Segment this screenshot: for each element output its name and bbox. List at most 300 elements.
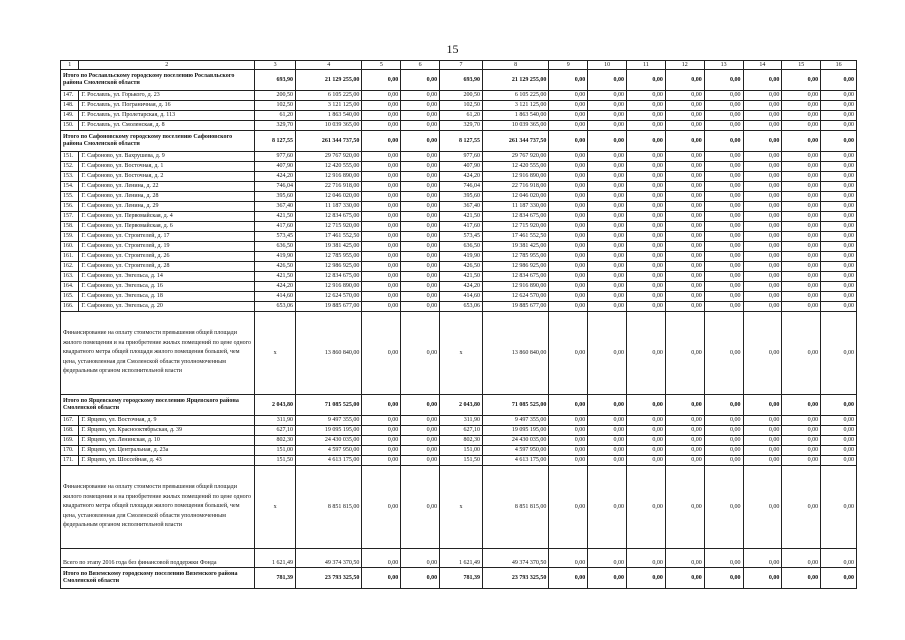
value-cell: 0,00 bbox=[549, 436, 588, 446]
value-cell: 329,70 bbox=[440, 121, 483, 131]
value-cell: 12 834 675,00 bbox=[482, 212, 548, 222]
value-cell: 0,00 bbox=[821, 232, 857, 242]
value-cell: 1 863 540,00 bbox=[296, 111, 362, 121]
address-cell: Г. Рославль, ул. Пролетарская, д. 113 bbox=[79, 111, 255, 121]
value-cell: 0,00 bbox=[627, 252, 666, 262]
address-cell: Г. Сафоново, ул. Строителей, д. 17 bbox=[79, 232, 255, 242]
address-cell: Г. Сафоново, ул. Ленина, д. 28 bbox=[79, 192, 255, 202]
value-cell: 0,00 bbox=[588, 568, 627, 589]
value-cell: 0,00 bbox=[821, 202, 857, 212]
value-cell: 0,00 bbox=[627, 101, 666, 111]
subtotal-row bbox=[61, 395, 857, 416]
value-cell: 0,00 bbox=[588, 192, 627, 202]
row-number: 167. bbox=[61, 416, 79, 426]
value-cell: 0,00 bbox=[782, 312, 821, 395]
value-cell: 0,00 bbox=[821, 416, 857, 426]
value-cell: 0,00 bbox=[821, 549, 857, 568]
value-cell: 653,06 bbox=[255, 302, 296, 312]
value-cell: 407,90 bbox=[255, 162, 296, 172]
value-cell: 0,00 bbox=[362, 192, 401, 202]
address-cell: Г. Ярцево, ул. Краснооктябрьская, д. 39 bbox=[79, 426, 255, 436]
value-cell: 0,00 bbox=[782, 212, 821, 222]
value-cell: 0,00 bbox=[782, 466, 821, 549]
value-cell: 0,00 bbox=[362, 456, 401, 466]
value-cell: 0,00 bbox=[627, 292, 666, 302]
value-cell: 0,00 bbox=[665, 426, 704, 436]
value-cell: 0,00 bbox=[627, 111, 666, 121]
value-cell: 4 597 950,00 bbox=[482, 446, 548, 456]
value-cell: 0,00 bbox=[821, 272, 857, 282]
column-header: 5 bbox=[362, 61, 401, 70]
value-cell: 0,00 bbox=[782, 436, 821, 446]
value-cell: 424,20 bbox=[440, 282, 483, 292]
value-cell: 0,00 bbox=[704, 252, 743, 262]
value-cell: 636,50 bbox=[255, 242, 296, 252]
value-cell: 21 129 255,00 bbox=[482, 70, 548, 91]
value-cell: 0,00 bbox=[665, 549, 704, 568]
value-cell: 0,00 bbox=[821, 172, 857, 182]
value-cell: 0,00 bbox=[627, 242, 666, 252]
table-row bbox=[61, 456, 857, 466]
address-cell: Г. Сафоново, ул. Ленина, д. 22 bbox=[79, 182, 255, 192]
value-cell: 0,00 bbox=[401, 182, 440, 192]
value-cell: 61,20 bbox=[255, 111, 296, 121]
value-cell: 2 043,80 bbox=[440, 395, 483, 416]
value-cell: 0,00 bbox=[549, 416, 588, 426]
value-cell: 2 043,80 bbox=[255, 395, 296, 416]
value-cell: 23 793 325,50 bbox=[296, 568, 362, 589]
table-row bbox=[61, 152, 857, 162]
table-row bbox=[61, 121, 857, 131]
value-cell: 0,00 bbox=[588, 262, 627, 272]
value-cell: 0,00 bbox=[704, 101, 743, 111]
value-cell: 0,00 bbox=[401, 242, 440, 252]
value-cell: 0,00 bbox=[627, 222, 666, 232]
value-cell: 395,60 bbox=[440, 192, 483, 202]
value-cell: 0,00 bbox=[401, 212, 440, 222]
table-row bbox=[61, 446, 857, 456]
value-cell: 0,00 bbox=[743, 282, 782, 292]
page-number: 15 bbox=[446, 42, 459, 56]
value-cell: 12 834 675,00 bbox=[482, 272, 548, 282]
value-cell: 573,45 bbox=[255, 232, 296, 242]
column-header: 3 bbox=[255, 61, 296, 70]
value-cell: 261 344 737,50 bbox=[482, 131, 548, 152]
value-cell: 0,00 bbox=[782, 152, 821, 162]
table-row bbox=[61, 232, 857, 242]
value-cell: 0,00 bbox=[743, 262, 782, 272]
value-cell: 49 374 370,50 bbox=[482, 549, 548, 568]
value-cell: 10 039 365,00 bbox=[296, 121, 362, 131]
value-cell: 12 916 890,00 bbox=[296, 172, 362, 182]
value-cell: 0,00 bbox=[782, 242, 821, 252]
value-cell: 0,00 bbox=[401, 395, 440, 416]
value-cell: 0,00 bbox=[627, 152, 666, 162]
value-cell: 627,10 bbox=[440, 426, 483, 436]
value-cell: 0,00 bbox=[782, 426, 821, 436]
address-cell: Г. Сафоново, ул. Строителей, д. 28 bbox=[79, 262, 255, 272]
subtotal-row bbox=[61, 568, 857, 589]
value-cell: 0,00 bbox=[627, 426, 666, 436]
value-cell: 0,00 bbox=[704, 549, 743, 568]
subtotal-label: Итого по Вяземскому городскому поселению Вяземского района Смоленской области bbox=[61, 568, 255, 589]
value-cell: 0,00 bbox=[549, 302, 588, 312]
row-number: 161. bbox=[61, 252, 79, 262]
value-cell: 23 793 325,50 bbox=[482, 568, 548, 589]
value-cell: 0,00 bbox=[549, 272, 588, 282]
value-cell: 0,00 bbox=[704, 242, 743, 252]
value-cell: 8 127,55 bbox=[440, 131, 483, 152]
value-cell: 0,00 bbox=[665, 101, 704, 111]
value-cell: 0,00 bbox=[549, 252, 588, 262]
table-row bbox=[61, 252, 857, 262]
row-number: 159. bbox=[61, 232, 79, 242]
value-cell: 0,00 bbox=[782, 292, 821, 302]
value-cell: 367,40 bbox=[440, 202, 483, 212]
value-cell: 0,00 bbox=[665, 212, 704, 222]
value-cell: 0,00 bbox=[588, 395, 627, 416]
value-cell: 261 344 737,50 bbox=[296, 131, 362, 152]
value-cell: 802,30 bbox=[255, 436, 296, 446]
row-number: 160. bbox=[61, 242, 79, 252]
value-cell: 0,00 bbox=[782, 70, 821, 91]
value-cell: 0,00 bbox=[627, 70, 666, 91]
value-cell: 0,00 bbox=[665, 121, 704, 131]
value-cell: 0,00 bbox=[821, 91, 857, 101]
value-cell: 0,00 bbox=[743, 202, 782, 212]
value-cell: 0,00 bbox=[627, 172, 666, 182]
subtotal-label: Итого по Рославльскому городскому поселению Рославльского района Смоленской области bbox=[61, 70, 255, 91]
value-cell: 0,00 bbox=[665, 232, 704, 242]
column-header: 16 bbox=[821, 61, 857, 70]
row-number: 153. bbox=[61, 172, 79, 182]
value-cell: 8 851 815,00 bbox=[482, 466, 548, 549]
value-cell: 0,00 bbox=[588, 182, 627, 192]
value-cell: 421,50 bbox=[255, 272, 296, 282]
value-cell: 0,00 bbox=[704, 292, 743, 302]
value-cell: 419,90 bbox=[255, 252, 296, 262]
value-cell: 0,00 bbox=[821, 121, 857, 131]
value-cell: 0,00 bbox=[782, 222, 821, 232]
value-cell: 0,00 bbox=[362, 302, 401, 312]
value-cell: 0,00 bbox=[821, 222, 857, 232]
value-cell: 0,00 bbox=[549, 192, 588, 202]
value-cell: 19 095 195,00 bbox=[482, 426, 548, 436]
value-cell: 0,00 bbox=[665, 466, 704, 549]
value-cell: 0,00 bbox=[588, 446, 627, 456]
value-cell: 0,00 bbox=[782, 91, 821, 101]
value-cell: 0,00 bbox=[743, 252, 782, 262]
value-cell: 4 597 950,00 bbox=[296, 446, 362, 456]
row-number: 165. bbox=[61, 292, 79, 302]
value-cell: 417,60 bbox=[255, 222, 296, 232]
value-cell: 0,00 bbox=[743, 131, 782, 152]
value-cell: 0,00 bbox=[821, 436, 857, 446]
value-cell: 0,00 bbox=[821, 395, 857, 416]
value-cell: 0,00 bbox=[401, 152, 440, 162]
value-cell: 0,00 bbox=[549, 172, 588, 182]
value-cell: 0,00 bbox=[743, 91, 782, 101]
value-cell: 0,00 bbox=[782, 282, 821, 292]
value-cell: 0,00 bbox=[588, 282, 627, 292]
value-cell: 0,00 bbox=[782, 121, 821, 131]
value-cell: 0,00 bbox=[665, 222, 704, 232]
value-cell: 0,00 bbox=[665, 202, 704, 212]
value-cell: 29 767 920,00 bbox=[296, 152, 362, 162]
value-cell: 0,00 bbox=[401, 466, 440, 549]
value-cell: 0,00 bbox=[782, 111, 821, 121]
address-cell: Г. Рославль, ул. Пограничная, д. 16 bbox=[79, 101, 255, 111]
value-cell: 0,00 bbox=[743, 242, 782, 252]
value-cell: 0,00 bbox=[627, 436, 666, 446]
value-cell: 4 613 175,00 bbox=[482, 456, 548, 466]
address-cell: Г. Сафоново, ул. Строителей, д. 19 bbox=[79, 242, 255, 252]
value-cell: 1 621,49 bbox=[255, 549, 296, 568]
value-cell: 13 860 840,00 bbox=[296, 312, 362, 395]
value-cell: 407,90 bbox=[440, 162, 483, 172]
value-cell: 0,00 bbox=[627, 395, 666, 416]
value-cell: 0,00 bbox=[627, 549, 666, 568]
value-cell: 0,00 bbox=[665, 192, 704, 202]
financing-row bbox=[61, 312, 857, 395]
value-cell: 0,00 bbox=[782, 568, 821, 589]
table-row bbox=[61, 222, 857, 232]
table-row bbox=[61, 162, 857, 172]
address-cell: Г. Сафоново, ул. Строителей, д. 26 bbox=[79, 252, 255, 262]
value-cell: 0,00 bbox=[704, 436, 743, 446]
value-cell: 0,00 bbox=[588, 101, 627, 111]
value-cell: 781,39 bbox=[440, 568, 483, 589]
value-cell: 0,00 bbox=[665, 131, 704, 152]
value-cell: 200,50 bbox=[440, 91, 483, 101]
value-cell: 0,00 bbox=[821, 568, 857, 589]
value-cell: 0,00 bbox=[588, 456, 627, 466]
stage-total-row bbox=[61, 549, 857, 568]
value-cell: 0,00 bbox=[782, 262, 821, 272]
value-cell: 0,00 bbox=[627, 466, 666, 549]
value-cell: 0,00 bbox=[588, 222, 627, 232]
value-cell: 24 430 035,00 bbox=[482, 436, 548, 446]
value-cell: 12 916 890,00 bbox=[482, 172, 548, 182]
value-cell: 0,00 bbox=[782, 302, 821, 312]
value-cell: 0,00 bbox=[627, 162, 666, 172]
value-cell: 0,00 bbox=[401, 416, 440, 426]
value-cell: 12 834 675,00 bbox=[296, 272, 362, 282]
value-cell: 0,00 bbox=[588, 312, 627, 395]
address-cell: Г. Сафоново, ул. Вахрушева, д. 9 bbox=[79, 152, 255, 162]
value-cell: 0,00 bbox=[401, 202, 440, 212]
value-cell: 0,00 bbox=[782, 416, 821, 426]
value-cell: 636,50 bbox=[440, 242, 483, 252]
value-cell: 0,00 bbox=[743, 436, 782, 446]
value-cell: 12 715 920,00 bbox=[296, 222, 362, 232]
value-cell: 0,00 bbox=[401, 426, 440, 436]
value-cell: 0,00 bbox=[743, 182, 782, 192]
value-cell: 0,00 bbox=[665, 162, 704, 172]
value-cell: 0,00 bbox=[549, 131, 588, 152]
value-cell: 0,00 bbox=[588, 242, 627, 252]
value-cell: 0,00 bbox=[549, 222, 588, 232]
value-cell: 0,00 bbox=[549, 182, 588, 192]
value-cell: 0,00 bbox=[401, 91, 440, 101]
value-cell: 0,00 bbox=[665, 152, 704, 162]
value-cell: 395,60 bbox=[255, 192, 296, 202]
value-cell: 693,90 bbox=[255, 70, 296, 91]
value-cell: 0,00 bbox=[704, 456, 743, 466]
housing-program-table bbox=[60, 60, 857, 589]
value-cell: 3 121 125,00 bbox=[296, 101, 362, 111]
value-cell: 0,00 bbox=[821, 70, 857, 91]
value-cell: 0,00 bbox=[704, 222, 743, 232]
value-cell: 311,90 bbox=[255, 416, 296, 426]
value-cell: 0,00 bbox=[665, 456, 704, 466]
value-cell: 19 381 425,00 bbox=[296, 242, 362, 252]
row-number: 154. bbox=[61, 182, 79, 192]
value-cell: 0,00 bbox=[743, 416, 782, 426]
value-cell: 0,00 bbox=[704, 70, 743, 91]
value-cell: 0,00 bbox=[627, 262, 666, 272]
value-cell: 0,00 bbox=[743, 466, 782, 549]
value-cell: 12 916 890,00 bbox=[482, 282, 548, 292]
value-cell: 0,00 bbox=[782, 395, 821, 416]
value-cell: 49 374 370,50 bbox=[296, 549, 362, 568]
value-cell: 424,20 bbox=[255, 282, 296, 292]
value-cell: 0,00 bbox=[704, 152, 743, 162]
row-number: 148. bbox=[61, 101, 79, 111]
value-cell: 9 497 355,00 bbox=[296, 416, 362, 426]
value-cell: 0,00 bbox=[362, 549, 401, 568]
table-row bbox=[61, 192, 857, 202]
value-cell: 0,00 bbox=[549, 312, 588, 395]
value-cell: 0,00 bbox=[704, 466, 743, 549]
value-cell: 0,00 bbox=[362, 101, 401, 111]
value-cell: 0,00 bbox=[549, 242, 588, 252]
value-cell: 0,00 bbox=[588, 202, 627, 212]
value-cell: 421,50 bbox=[440, 272, 483, 282]
value-cell: 0,00 bbox=[704, 395, 743, 416]
value-cell: 151,50 bbox=[255, 456, 296, 466]
value-cell: 0,00 bbox=[665, 302, 704, 312]
value-cell: 0,00 bbox=[821, 212, 857, 222]
value-cell: 0,00 bbox=[704, 262, 743, 272]
column-header: 6 bbox=[401, 61, 440, 70]
value-cell: 0,00 bbox=[549, 202, 588, 212]
value-cell: x bbox=[440, 312, 483, 395]
value-cell: 0,00 bbox=[704, 131, 743, 152]
value-cell: 200,50 bbox=[255, 91, 296, 101]
value-cell: 0,00 bbox=[588, 121, 627, 131]
value-cell: 0,00 bbox=[743, 70, 782, 91]
value-cell: 1 863 540,00 bbox=[482, 111, 548, 121]
value-cell: 977,60 bbox=[440, 152, 483, 162]
value-cell: 0,00 bbox=[401, 436, 440, 446]
value-cell: 0,00 bbox=[704, 272, 743, 282]
row-number: 150. bbox=[61, 121, 79, 131]
value-cell: 414,60 bbox=[255, 292, 296, 302]
value-cell: 0,00 bbox=[821, 182, 857, 192]
value-cell: 417,60 bbox=[440, 222, 483, 232]
value-cell: 0,00 bbox=[821, 101, 857, 111]
value-cell: 0,00 bbox=[782, 101, 821, 111]
value-cell: 0,00 bbox=[549, 282, 588, 292]
value-cell: 0,00 bbox=[362, 162, 401, 172]
row-number: 164. bbox=[61, 282, 79, 292]
value-cell: 12 986 925,00 bbox=[482, 262, 548, 272]
value-cell: 0,00 bbox=[362, 91, 401, 101]
value-cell: 414,60 bbox=[440, 292, 483, 302]
table-row bbox=[61, 292, 857, 302]
value-cell: 0,00 bbox=[627, 182, 666, 192]
value-cell: 0,00 bbox=[362, 436, 401, 446]
value-cell: 0,00 bbox=[627, 202, 666, 212]
value-cell: 0,00 bbox=[401, 192, 440, 202]
value-cell: 0,00 bbox=[665, 568, 704, 589]
value-cell: 0,00 bbox=[704, 162, 743, 172]
value-cell: 0,00 bbox=[743, 549, 782, 568]
value-cell: 0,00 bbox=[743, 302, 782, 312]
value-cell: 0,00 bbox=[588, 131, 627, 152]
value-cell: 0,00 bbox=[627, 272, 666, 282]
value-cell: 71 085 525,00 bbox=[296, 395, 362, 416]
value-cell: 0,00 bbox=[665, 292, 704, 302]
value-cell: 0,00 bbox=[362, 466, 401, 549]
value-cell: 0,00 bbox=[665, 111, 704, 121]
value-cell: 0,00 bbox=[821, 262, 857, 272]
value-cell: 61,20 bbox=[440, 111, 483, 121]
value-cell: 0,00 bbox=[588, 111, 627, 121]
column-header: 14 bbox=[743, 61, 782, 70]
column-header: 2 bbox=[79, 61, 255, 70]
value-cell: 19 095 195,00 bbox=[296, 426, 362, 436]
value-cell: 0,00 bbox=[588, 152, 627, 162]
value-cell: 0,00 bbox=[549, 262, 588, 272]
value-cell: 781,39 bbox=[255, 568, 296, 589]
table-row bbox=[61, 202, 857, 212]
value-cell: 151,00 bbox=[255, 446, 296, 456]
table-row bbox=[61, 182, 857, 192]
value-cell: 19 381 425,00 bbox=[482, 242, 548, 252]
value-cell: 0,00 bbox=[588, 162, 627, 172]
value-cell: 0,00 bbox=[665, 436, 704, 446]
value-cell: 0,00 bbox=[362, 232, 401, 242]
value-cell: 0,00 bbox=[743, 222, 782, 232]
value-cell: x bbox=[440, 466, 483, 549]
column-header: 7 bbox=[440, 61, 483, 70]
value-cell: 0,00 bbox=[821, 242, 857, 252]
value-cell: 0,00 bbox=[665, 172, 704, 182]
value-cell: 12 986 925,00 bbox=[296, 262, 362, 272]
value-cell: 151,00 bbox=[440, 446, 483, 456]
value-cell: 0,00 bbox=[549, 395, 588, 416]
table-row bbox=[61, 262, 857, 272]
address-cell: Г. Сафоново, ул. Ленина, д. 29 bbox=[79, 202, 255, 212]
row-number: 169. bbox=[61, 436, 79, 446]
value-cell: 0,00 bbox=[401, 272, 440, 282]
value-cell: 22 716 918,00 bbox=[482, 182, 548, 192]
value-cell: 0,00 bbox=[821, 302, 857, 312]
value-cell: 0,00 bbox=[704, 202, 743, 212]
value-cell: 102,50 bbox=[440, 101, 483, 111]
value-cell: 0,00 bbox=[401, 252, 440, 262]
value-cell: 0,00 bbox=[588, 91, 627, 101]
value-cell: 0,00 bbox=[362, 202, 401, 212]
value-cell: 0,00 bbox=[362, 242, 401, 252]
value-cell: 0,00 bbox=[549, 70, 588, 91]
value-cell: 0,00 bbox=[665, 252, 704, 262]
table-row bbox=[61, 272, 857, 282]
value-cell: 6 105 225,00 bbox=[482, 91, 548, 101]
value-cell: 0,00 bbox=[665, 446, 704, 456]
